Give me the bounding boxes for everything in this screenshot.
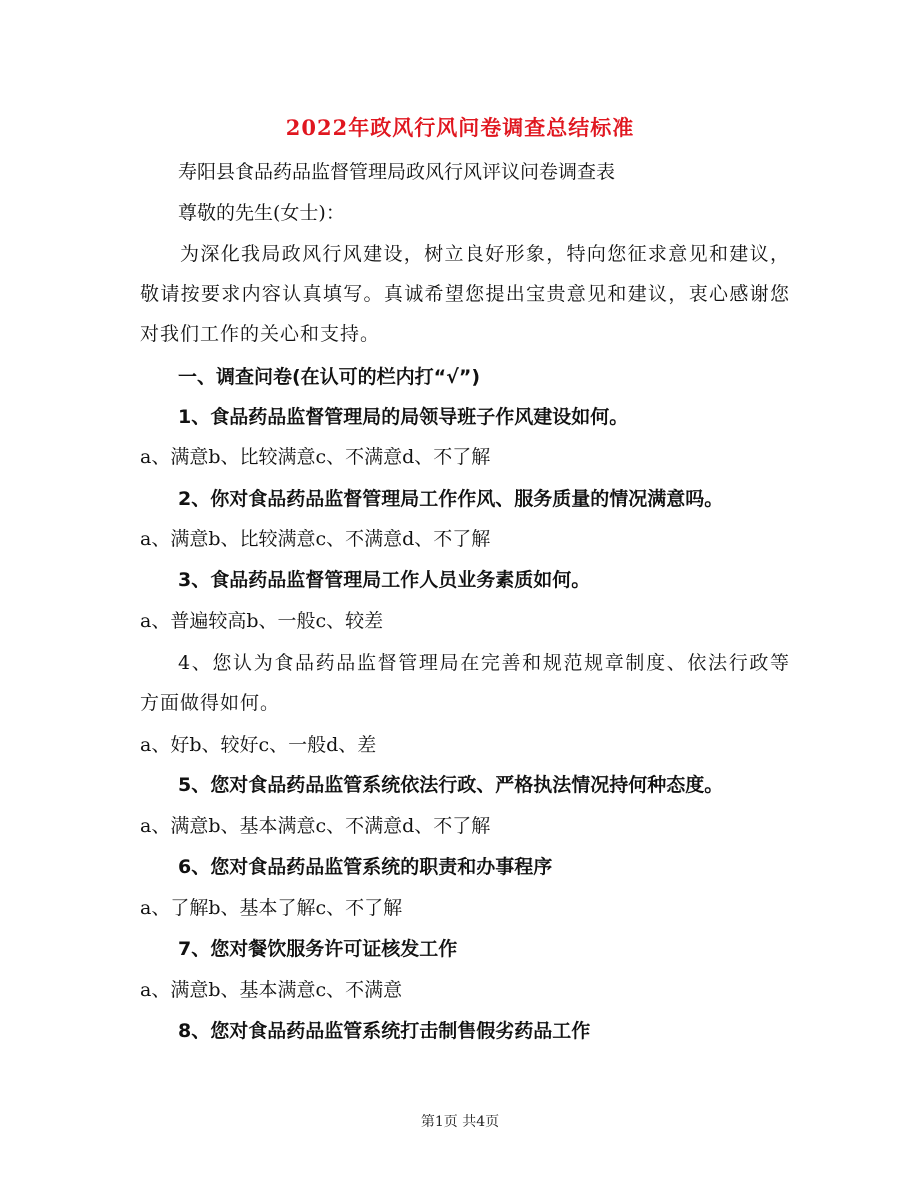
- question-6: 6、您对食品药品监管系统的职责和办事程序: [178, 856, 553, 878]
- question-6-options: a、了解b、基本了解c、不了解: [140, 897, 403, 919]
- question-8: 8、您对食品药品监管系统打击制售假劣药品工作: [178, 1020, 591, 1042]
- survey-subtitle: 寿阳县食品药品监督管理局政风行风评议问卷调查表: [178, 161, 616, 183]
- question-3: 3、食品药品监督管理局工作人员业务素质如何。: [178, 569, 591, 591]
- question-3-options: a、普遍较高b、一般c、较差: [140, 610, 384, 632]
- question-5-options: a、满意b、基本满意c、不满意d、不了解: [140, 815, 491, 837]
- question-7: 7、您对餐饮服务许可证核发工作: [178, 938, 458, 960]
- salutation: 尊敬的先生(女士)：: [178, 202, 345, 224]
- section-heading: 一、调查问卷(在认可的栏内打“√”): [178, 366, 481, 388]
- question-4: 4、您认为食品药品监督管理局在完善和规范规章制度、依法行政等方面做得如何。: [140, 652, 790, 714]
- page-footer: 第1页 共4页: [420, 1114, 500, 1130]
- document-title: 2022年政风行风问卷调查总结标准: [285, 115, 635, 140]
- question-2-options: a、满意b、比较满意c、不满意d、不了解: [140, 528, 491, 550]
- question-1-options: a、满意b、比较满意c、不满意d、不了解: [140, 446, 491, 468]
- question-1: 1、食品药品监督管理局的局领导班子作风建设如何。: [178, 406, 629, 428]
- question-4-options: a、好b、较好c、一般d、差: [140, 734, 377, 756]
- question-2: 2、你对食品药品监督管理局工作作风、服务质量的情况满意吗。: [178, 488, 724, 510]
- intro-paragraph: 为深化我局政风行风建设，树立良好形象，特向您征求意见和建议，敬请按要求内容认真填写。真诚希望您提出宝贵意见和建议，衷心感谢您对我们工作的关心和支持。: [140, 243, 790, 345]
- question-5: 5、您对食品药品监管系统依法行政、严格执法情况持何种态度。: [178, 774, 724, 796]
- question-7-options: a、满意b、基本满意c、不满意: [140, 979, 403, 1001]
